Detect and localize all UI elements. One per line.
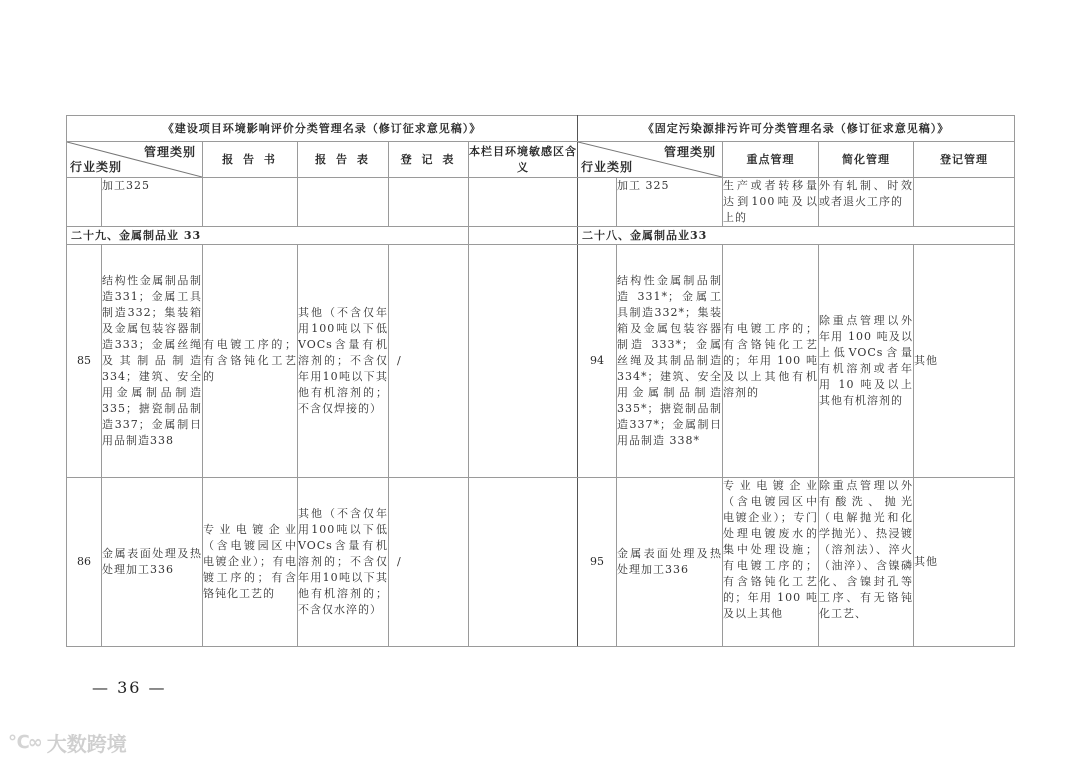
header-report-book: 报 告 书 — [203, 142, 298, 178]
industry-cell: 结构性金属制品制造 331*；金属工具制造332*；集装箱及金属包装容器制造 333*；金属丝绳及其制品制造 334*；建筑、安全用金属制品制造 335*；搪瓷制品制造337*；金属制日用品制造 338* — [617, 245, 723, 478]
register-management-cell — [914, 178, 1015, 227]
simplified-management-cell: 外有轧制、时效或者退火工序的 — [819, 178, 914, 227]
key-management-cell: 有电镀工序的；有含铬钝化工艺的；年用 100 吨及以上其他有机溶剂的 — [723, 245, 819, 478]
row-number: 94 — [578, 245, 617, 478]
industry-cell: 金属表面处理及热处理加工336 — [617, 478, 723, 647]
watermark-logo-icon: ℃∞ — [8, 732, 41, 753]
header-key-management: 重点管理 — [723, 142, 819, 178]
right-table-title: 《固定污染源排污许可分类管理名录（修订征求意见稿）》 — [578, 116, 1015, 142]
diag-label-industry: 行业类别 — [581, 160, 634, 174]
header-sensitive-area: 本栏目环境敏感区含义 — [469, 142, 578, 178]
simplified-management-cell: 除重点管理以外年用 100 吨及以上低VOCs含量有机溶剂或者年用 10 吨及以上其他有机溶剂的 — [819, 245, 914, 478]
sensitive-area-cell — [469, 178, 578, 227]
sensitive-area-cell — [469, 245, 578, 478]
header-register-management: 登记管理 — [914, 142, 1015, 178]
header-register-form: 登 记 表 — [389, 142, 469, 178]
row-number: 95 — [578, 478, 617, 647]
simplified-management-cell: 除重点管理以外有酸洗、抛光（电解抛光和化学抛光）、热浸镀（溶剂法）、淬火（油淬）、含镍磷化、含镍封孔等工序、有无铬钝化工艺、 — [819, 478, 914, 647]
header-report-form: 报 告 表 — [298, 142, 389, 178]
left-diagonal-header — [67, 142, 203, 178]
register-management-cell: 其他 — [914, 478, 1015, 647]
watermark — [8, 728, 127, 757]
report-book-cell: 有电镀工序的；有含铬钝化工艺的 — [203, 245, 298, 478]
sensitive-area-cell — [469, 227, 578, 245]
register-management-cell: 其他 — [914, 245, 1015, 478]
watermark-text: 大数跨境 — [46, 732, 127, 756]
key-management-cell: 生产或者转移量达到100吨及以上的 — [723, 178, 819, 227]
left-section-heading: 二十九、金属制品业 33 — [67, 227, 469, 245]
industry-cell: 加工 325 — [617, 178, 723, 227]
report-book-cell — [203, 178, 298, 227]
diag-label-management: 管理类别 — [143, 145, 196, 159]
header-simplified-management: 简化管理 — [819, 142, 914, 178]
report-book-cell: 专业电镀企业（含电镀园区中电镀企业）；有电镀工序的；有含铬钝化工艺的 — [203, 478, 298, 647]
industry-cell: 加工325 — [102, 178, 203, 227]
row-number — [578, 178, 617, 227]
row-number — [67, 178, 102, 227]
page-number: — 36 — — [92, 678, 167, 697]
register-form-cell: / — [389, 245, 469, 478]
report-form-cell: 其他（不含仅年用100吨以下低VOCs含量有机溶剂的；不含仅年用10吨以下其他有机溶剂的；不含仅水淬的） — [298, 478, 389, 647]
right-diagonal-header — [578, 142, 723, 178]
diag-label-management: 管理类别 — [663, 145, 716, 159]
report-form-cell — [298, 178, 389, 227]
sensitive-area-cell — [469, 478, 578, 647]
register-form-cell — [389, 178, 469, 227]
diag-label-industry: 行业类别 — [70, 160, 123, 174]
register-form-cell: / — [389, 478, 469, 647]
industry-cell: 结构性金属制品制造331；金属工具制造332；集装箱及金属包装容器制造333；金属丝绳及其制品制造334；建筑、安全用金属制品制造335；搪瓷制品制造337；金属制日用品制造338 — [102, 245, 203, 478]
left-table-title: 《建设项目环境影响评价分类管理名录（修订征求意见稿）》 — [67, 116, 578, 142]
comparison-table — [66, 115, 1015, 647]
row-number: 86 — [67, 478, 102, 647]
industry-cell: 金属表面处理及热处理加工336 — [102, 478, 203, 647]
row-number: 85 — [67, 245, 102, 478]
right-section-heading: 二十八、金属制品业33 — [578, 227, 1015, 245]
key-management-cell: 专业电镀企业（含电镀园区中电镀企业）；专门处理电镀废水的集中处理设施；有电镀工序的；有含铬钝化工艺的；年用 100 吨及以上其他 — [723, 478, 819, 647]
report-form-cell: 其他（不含仅年用100吨以下低VOCs含量有机溶剂的；不含仅年用10吨以下其他有机溶剂的；不含仅焊接的） — [298, 245, 389, 478]
